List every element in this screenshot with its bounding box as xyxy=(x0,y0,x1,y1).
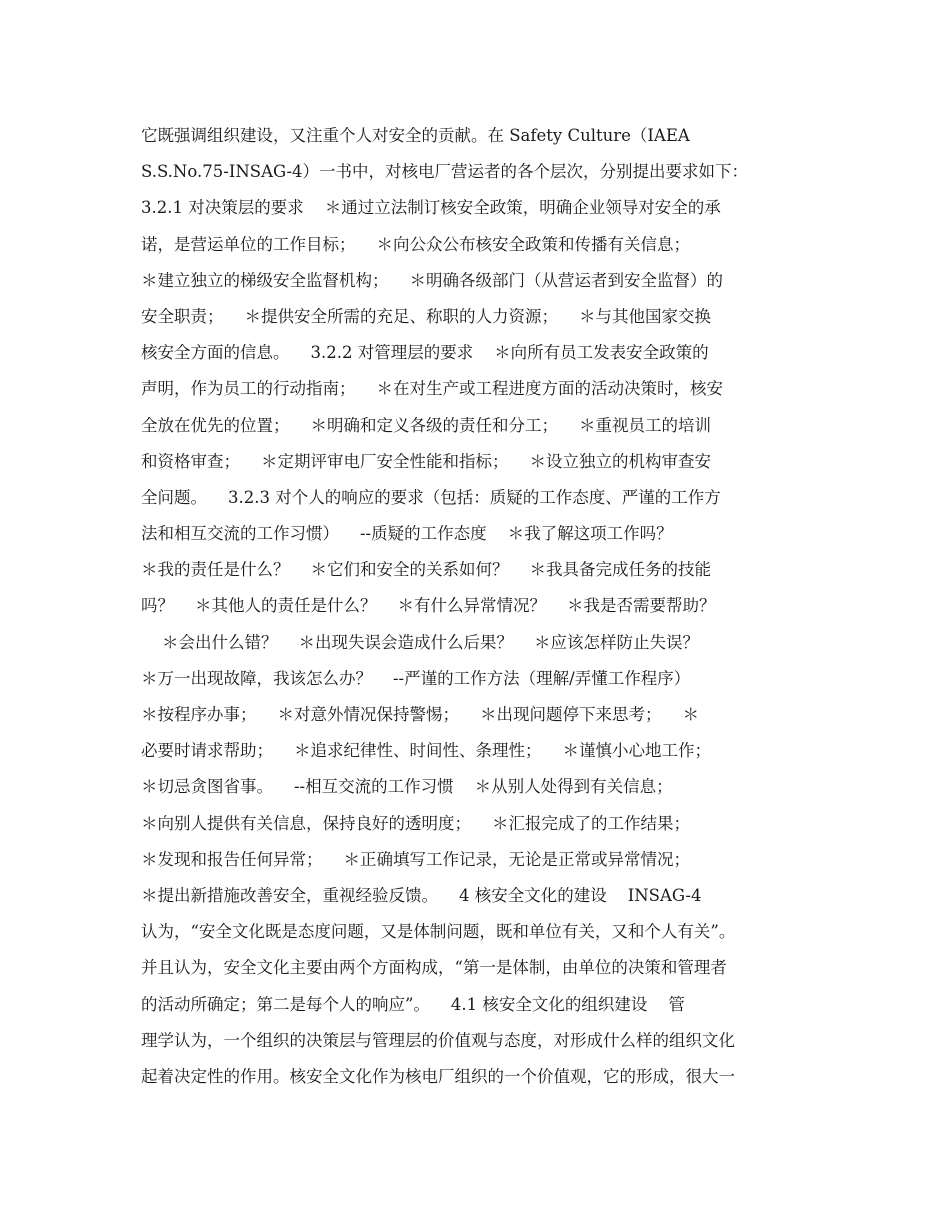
text-line: ＊提出新措施改善安全，重视经验反馈。 4 核安全文化的建设 INSAG-4 xyxy=(141,885,702,905)
text-line: 核安全方面的信息。 3.2.2 对管理层的要求 ＊向所有员工发表安全政策的 xyxy=(141,343,709,363)
text-line: 诺，是营运单位的工作目标； ＊向公众公布核安全政策和传播有关信息； xyxy=(141,234,690,254)
text-line: 理学认为，一个组织的决策层与管理层的价值观与态度，对形成什么样的组织文化 xyxy=(141,1030,735,1050)
text-line: ＊发现和报告任何异常； ＊正确填写工作记录，无论是正常或异常情况； xyxy=(141,849,690,869)
text-line: 全放在优先的位置； ＊明确和定义各级的责任和分工； ＊重视员工的培训 xyxy=(141,415,711,435)
text-line: ＊向别人提供有关信息，保持良好的透明度； ＊汇报完成了的工作结果； xyxy=(141,813,690,833)
text-line: 安全职责； ＊提供安全所需的充足、称职的人力资源； ＊与其他国家交换 xyxy=(141,306,711,326)
text-line: 吗？ ＊其他人的责任是什么？ ＊有什么异常情况？ ＊我是否需要帮助？ xyxy=(141,596,716,616)
text-line: 认为，“安全文化既是态度问题，又是体制问题，既和单位有关，又和个人有关”。 xyxy=(141,922,736,942)
text-line: ＊按程序办事； ＊对意外情况保持警惕； ＊出现问题停下来思考； ＊ xyxy=(141,705,699,724)
text-line: ＊建立独立的梯级安全监督机构； ＊明确各级部门（从营运者到安全监督）的 xyxy=(141,270,723,290)
text-line: 必要时请求帮助； ＊追求纪律性、时间性、条理性； ＊谨慎小心地工作； xyxy=(141,741,711,761)
text-line: 法和相互交流的工作习惯） --质疑的工作态度 ＊我了解这项工作吗？ xyxy=(141,524,673,544)
text-line: 起着决定性的作用。核安全文化作为核电厂组织的一个价值观，它的形成，很大一 xyxy=(141,1066,735,1086)
text-line: 全问题。 3.2.3 对个人的响应的要求（包括：质疑的工作态度、严谨的工作方 xyxy=(141,487,721,507)
text-line: ＊万一出现故障，我该怎么办？ --严谨的工作方法（理解/弄懂工作程序） xyxy=(141,668,691,688)
text-line: 并且认为，安全文化主要由两个方面构成，“第一是体制，由单位的决策和管理者 xyxy=(141,958,727,978)
text-line: 声明，作为员工的行动指南； ＊在对生产或工程进度方面的活动决策时，核安 xyxy=(141,379,723,399)
text-line: ＊会出什么错？ ＊出现失误会造成什么后果？ ＊应该怎样防止失误？ xyxy=(141,632,699,652)
text-line: ＊切忌贪图省事。 --相互交流的工作习惯 ＊从别人处得到有关信息； xyxy=(141,777,673,797)
text-line: ＊我的责任是什么？ ＊它们和安全的关系如何？ ＊我具备完成任务的技能 xyxy=(141,560,711,580)
text-line: 它既强调组织建设，又注重个人对安全的贡献。在 Safety Culture（IAEA xyxy=(141,126,690,145)
text-line: 和资格审查； ＊定期评审电厂安全性能和指标； ＊设立独立的机构审查安 xyxy=(141,451,711,471)
body-text xyxy=(141,118,831,1095)
text-line: 3.2.1 对决策层的要求 ＊通过立法制订核安全政策，明确企业领导对安全的承 xyxy=(141,198,721,218)
text-line: S.S.No.75-INSAG-4）一书中，对核电厂营运者的各个层次，分别提出要求如下： xyxy=(141,162,749,182)
text-line: 的活动所确定；第二是每个人的响应”。 4.1 核安全文化的组织建设 管 xyxy=(141,994,685,1014)
